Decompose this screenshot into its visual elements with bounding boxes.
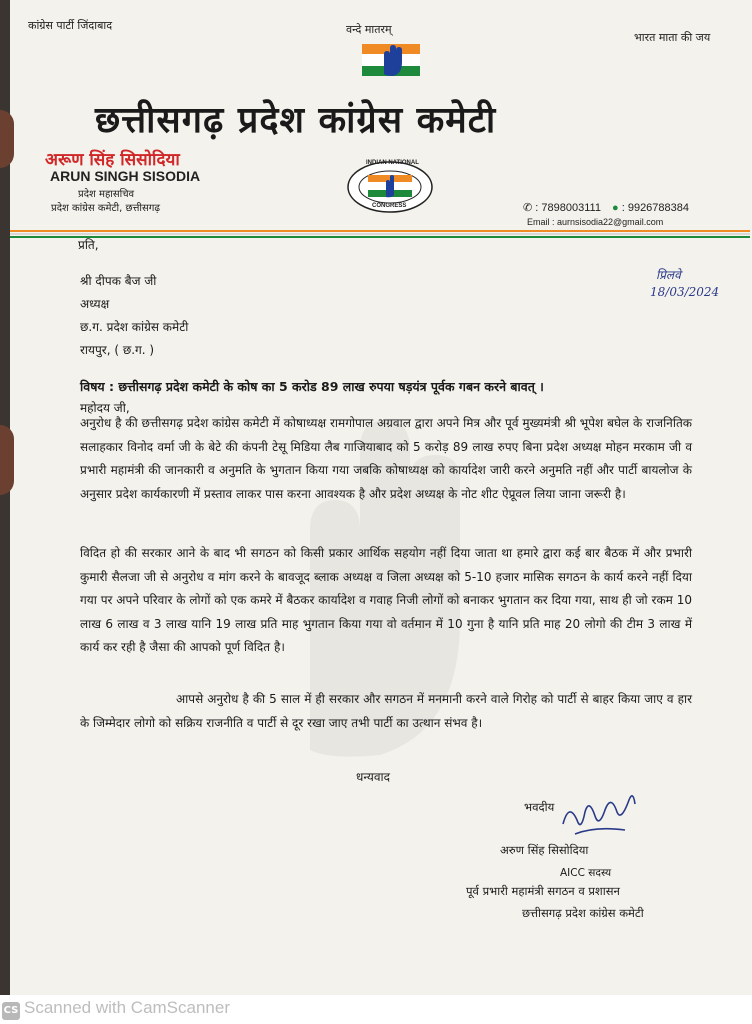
paragraph-1: अनुरोध है की छत्तीसगढ़ प्रदेश कांग्रेस कमेटी में कोषाध्यक्ष रामगोपाल अग्रवाल द्वारा अपने मित्र और पूर्व मुख्यमंत्री श्री भूपेश बघेल के राजनितिक सलाहकार विनोद वर्मा जी के बेटे की कंपनी टेसू मिडिया लैब गाजियाबाद को 5 करोड़ 89 लाख रुपए बिना प्रदेश अध्यक्ष मोहन मरकाम जी व प्रभारी महामंत्री की जानकारी व अनुमति के भुगतान किया गया जबकि कोषाध्यक्ष को कार्यादेश जारी करने अनुमति नहीं और पार्टी बायलोज के अनुसार प्रदेश कार्यकारणी में प्रस्ताव लाकर पास करना आवश्यक है और प्रदेश अध्यक्ष के नोट शीट ऐप्रूवल लिया जाना जरूरी है। (80, 416, 692, 501)
logo-text-top: INDIAN NATIONAL (366, 160, 419, 166)
whatsapp-icon: ● (612, 202, 619, 214)
recipient-prati: प्रति, (78, 238, 99, 252)
signer-role-former: पूर्व प्रभारी महामंत्री सगठन व प्रशासन (466, 884, 620, 898)
signer-name: अरुण सिंह सिसोदिया (500, 843, 589, 857)
recipient-org: छ.ग. प्रदेश कांग्रेस कमेटी (80, 320, 189, 334)
received-note-word: प्रिलवे (656, 268, 681, 282)
recipient-city: रायपुर, ( छ.ग. ) (80, 343, 155, 357)
contact-numbers (523, 201, 689, 214)
phone-icon: ✆ (523, 202, 533, 214)
rule-green (10, 236, 750, 238)
slogan-left: कांग्रेस पार्टी जिंदाबाद (28, 19, 113, 32)
received-note-date: 18/03/2024 (650, 285, 720, 299)
thanks: धन्यवाद (356, 770, 391, 784)
handwritten-signature (555, 782, 645, 842)
author-designation: प्रदेश महासचिव (78, 189, 135, 200)
author-name-hindi: अरूण सिंह सिसोदिया (45, 150, 180, 170)
rule-saffron (10, 230, 750, 232)
slogan-center: वन्दे मातरम् (346, 23, 392, 36)
paragraph-3: आपसे अनुरोध है की 5 साल में ही सरकार और सगठन में मनमानी करने वाले गिरोह को पार्टी से बाहर किया जाए व हार के जिम्मेदार लोगो को सक्रिय राजनीति व पार्टी से दूर रखा जाए तभी पार्टी का उत्थान संभव है। (80, 692, 692, 730)
recipient-name: श्री दीपक बैज जी (80, 274, 157, 288)
signer-role-aicc: AICC सदस्य (560, 867, 612, 879)
salutation: महोदय जी, (80, 401, 130, 415)
finger-edge (0, 425, 14, 495)
email: Email : aurnsisodia22@gmail.com (527, 217, 664, 227)
author-committee: प्रदेश कांग्रेस कमेटी, छत्तीसगढ़ (51, 203, 161, 214)
letter-subject: विषय : छत्तीसगढ़ प्रदेश कमेटी के कोष का 5 करोड 89 लाख रुपया षड़यंत्र पूर्वक गबन करने बावत् । (80, 379, 544, 394)
slogan-right: भारत माता की जय (634, 31, 711, 44)
logo-text-bottom: CONGRESS (372, 203, 407, 209)
signer-committee: छत्तीसगढ़ प्रदेश कांग्रेस कमेटी (522, 906, 644, 920)
whatsapp-number: : 9926788384 (621, 202, 690, 214)
closing: भवदीय (524, 800, 555, 814)
finger-edge (0, 110, 14, 168)
committee-title: छत्तीसगढ़ प्रदेश कांग्रेस कमेटी (95, 100, 497, 141)
congress-hand-flag-icon (360, 40, 422, 82)
camscanner-icon: CS (2, 1002, 20, 1020)
rule-white (10, 233, 750, 235)
author-name-english: ARUN SINGH SISODIA (50, 168, 201, 184)
recipient-post: अध्यक्ष (80, 297, 110, 311)
paragraph-2: विदित हो की सरकार आने के बाद भी सगठन को किसी प्रकार आर्थिक सहयोग नहीं दिया जाता था हमारे द्वारा कई बार बैठक में और प्रभारी कुमारी सैलजा जी से अनुरोध व मांग करने के बावजूद ब्लाक अध्यक्ष व जिला अध्यक्ष को 5-10 हजार मासिक सगठन के कार्य करने नहीं दिया गया पर अपने परिवार के लोगों को एक कमरे में बैठकर कार्यादेश व गवाह निजी लोगों को बनाकर भुगतान कर दिया गया, साथ ही जो रकम 10 लाख 6 लाख व 3 लाख यानि 19 लाख प्रति माह भुगतान किया गया वो वर्तमान में 10 गुना है यानि प्रति माह 20 लोगो की टीम 3 लाख में कार्य कर रही है जैसा की आपको पूर्ण विदित है। (80, 546, 692, 654)
camscanner-watermark: Scanned with CamScanner (24, 998, 231, 1017)
phone-number: : 7898003111 (535, 202, 601, 214)
